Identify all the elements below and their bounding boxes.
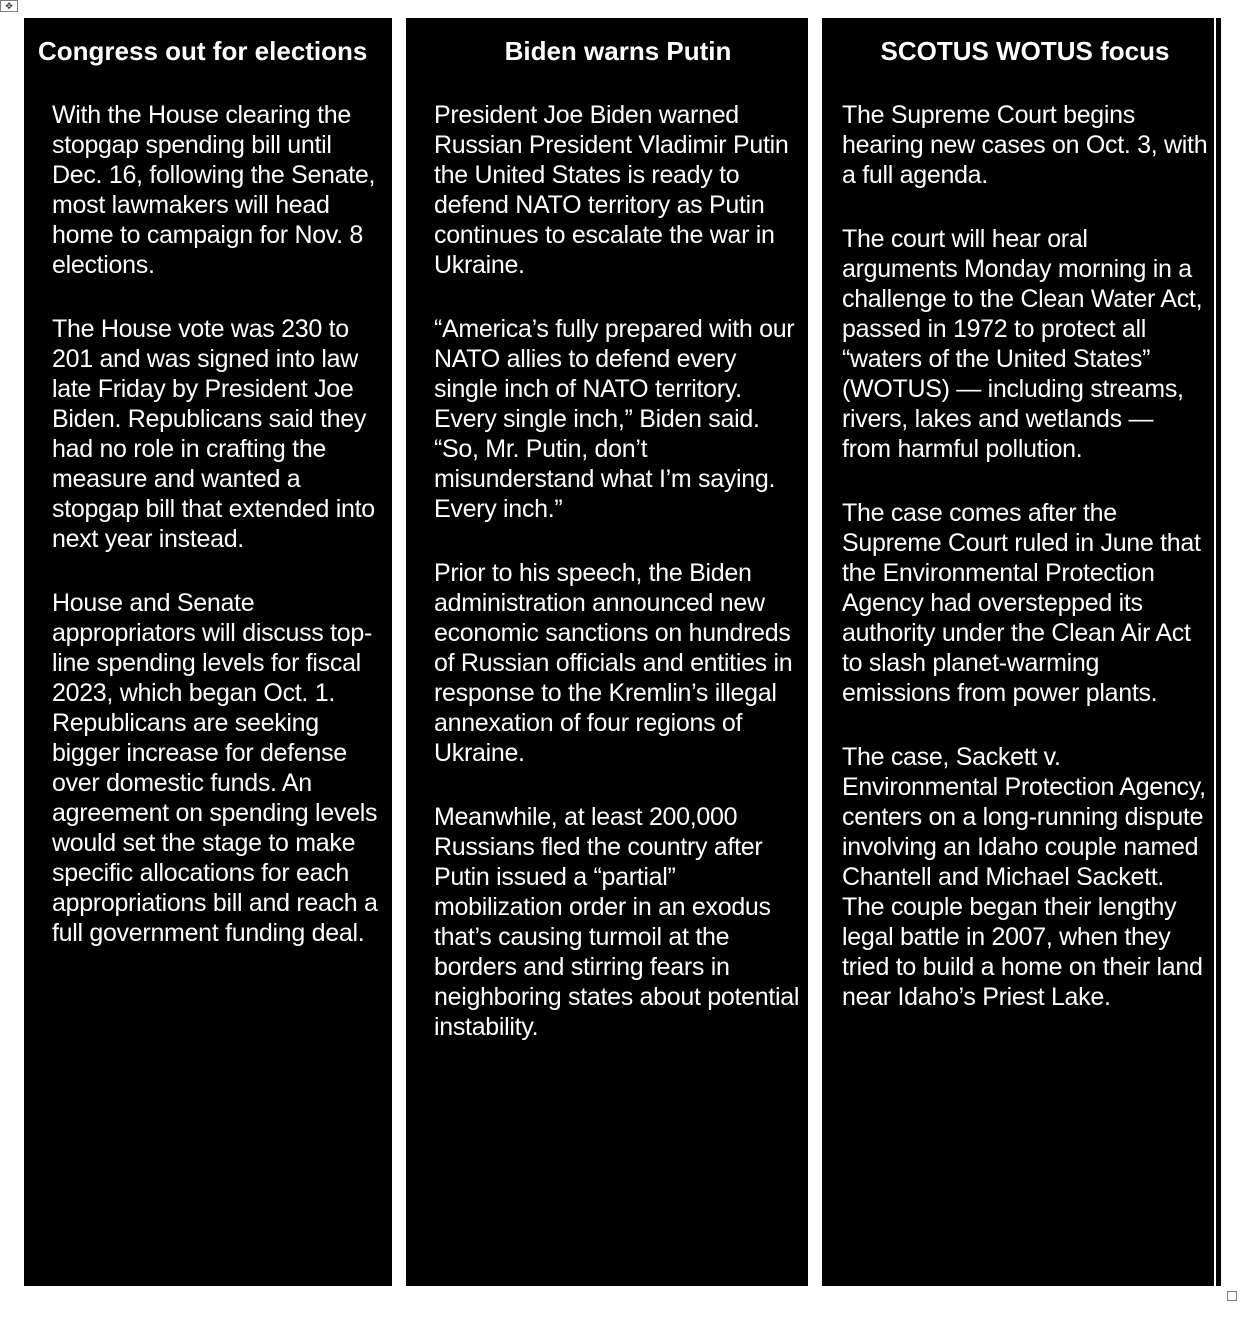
column-body: [52, 100, 386, 948]
paragraph: The House vote was 230 to 201 and was signed into law late Friday by President Joe Biden. Republicans said they had no role in crafting the measure and wanted a stopgap bill that extended into next year instead.: [52, 315, 375, 553]
column-biden-putin: [406, 18, 808, 1286]
column-body: [434, 100, 802, 1042]
table-right-border: [1216, 18, 1221, 1286]
paragraph: The Supreme Court begins hearing new cases on Oct. 3, with a full agenda.: [842, 101, 1208, 189]
column-title: SCOTUS WOTUS focus: [880, 36, 1170, 66]
column-scotus: [822, 18, 1214, 1286]
paragraph: The court will hear oral arguments Monday morning in a challenge to the Clean Water Act, passed in 1972 to protect all “waters of the United States” (WOTUS) — including streams, rivers, lakes and wetlands — from harmful pollution.: [842, 225, 1203, 463]
paragraph: With the House clearing the stopgap spending bill until Dec. 16, following the Senate, most lawmakers will head home to campaign for Nov. 8 elections.: [52, 101, 376, 279]
paragraph: House and Senate appropriators will discuss top-line spending levels for fiscal 2023, which began Oct. 1. Republicans are seeking bigger increase for defense over domestic funds. An agreement on spending levels would set the stage to make specific allocations for each appropriations bill and reach a full government funding deal.: [52, 589, 378, 947]
news-table: [18, 14, 1226, 1292]
paragraph: Prior to his speech, the Biden administration announced new economic sanctions on hundreds of Russian officials and entities in response to the Kremlin’s illegal annexation of four regions of Ukraine.: [434, 559, 793, 767]
paragraph: The case, Sackett v. Environmental Protection Agency, centers on a long-running dispute involving an Idaho couple named Chantell and Michael Sackett. The couple began their lengthy legal battle in 2007, when they tried to build a home on their land near Idaho’s Priest Lake.: [842, 743, 1206, 1011]
table-move-icon[interactable]: ✥: [0, 0, 18, 12]
table-resize-icon[interactable]: [1227, 1291, 1237, 1301]
column-title: Biden warns Putin: [504, 36, 732, 66]
paragraph: The case comes after the Supreme Court ruled in June that the Environmental Protection Agency had overstepped its authority under the Clean Air Act to slash planet-warming emissions from power plants.: [842, 499, 1201, 707]
column-title: Congress out for elections: [38, 36, 368, 66]
paragraph: President Joe Biden warned Russian President Vladimir Putin the United States is ready to defend NATO territory as Putin continues to escalate the war in Ukraine.: [434, 101, 789, 279]
paragraph: Meanwhile, at least 200,000 Russians fled the country after Putin issued a “partial” mobilization order in an exodus that’s causing turmoil at the borders and stirring fears in neighboring states about potential instability.: [434, 803, 800, 1041]
column-body: [842, 100, 1208, 1012]
paragraph: “America’s fully prepared with our NATO allies to defend every single inch of NATO territory. Every single inch,” Biden said. “So, Mr. Putin, don’t misunderstand what I’m saying. Every inch.”: [434, 315, 795, 523]
column-congress: [24, 18, 392, 1286]
